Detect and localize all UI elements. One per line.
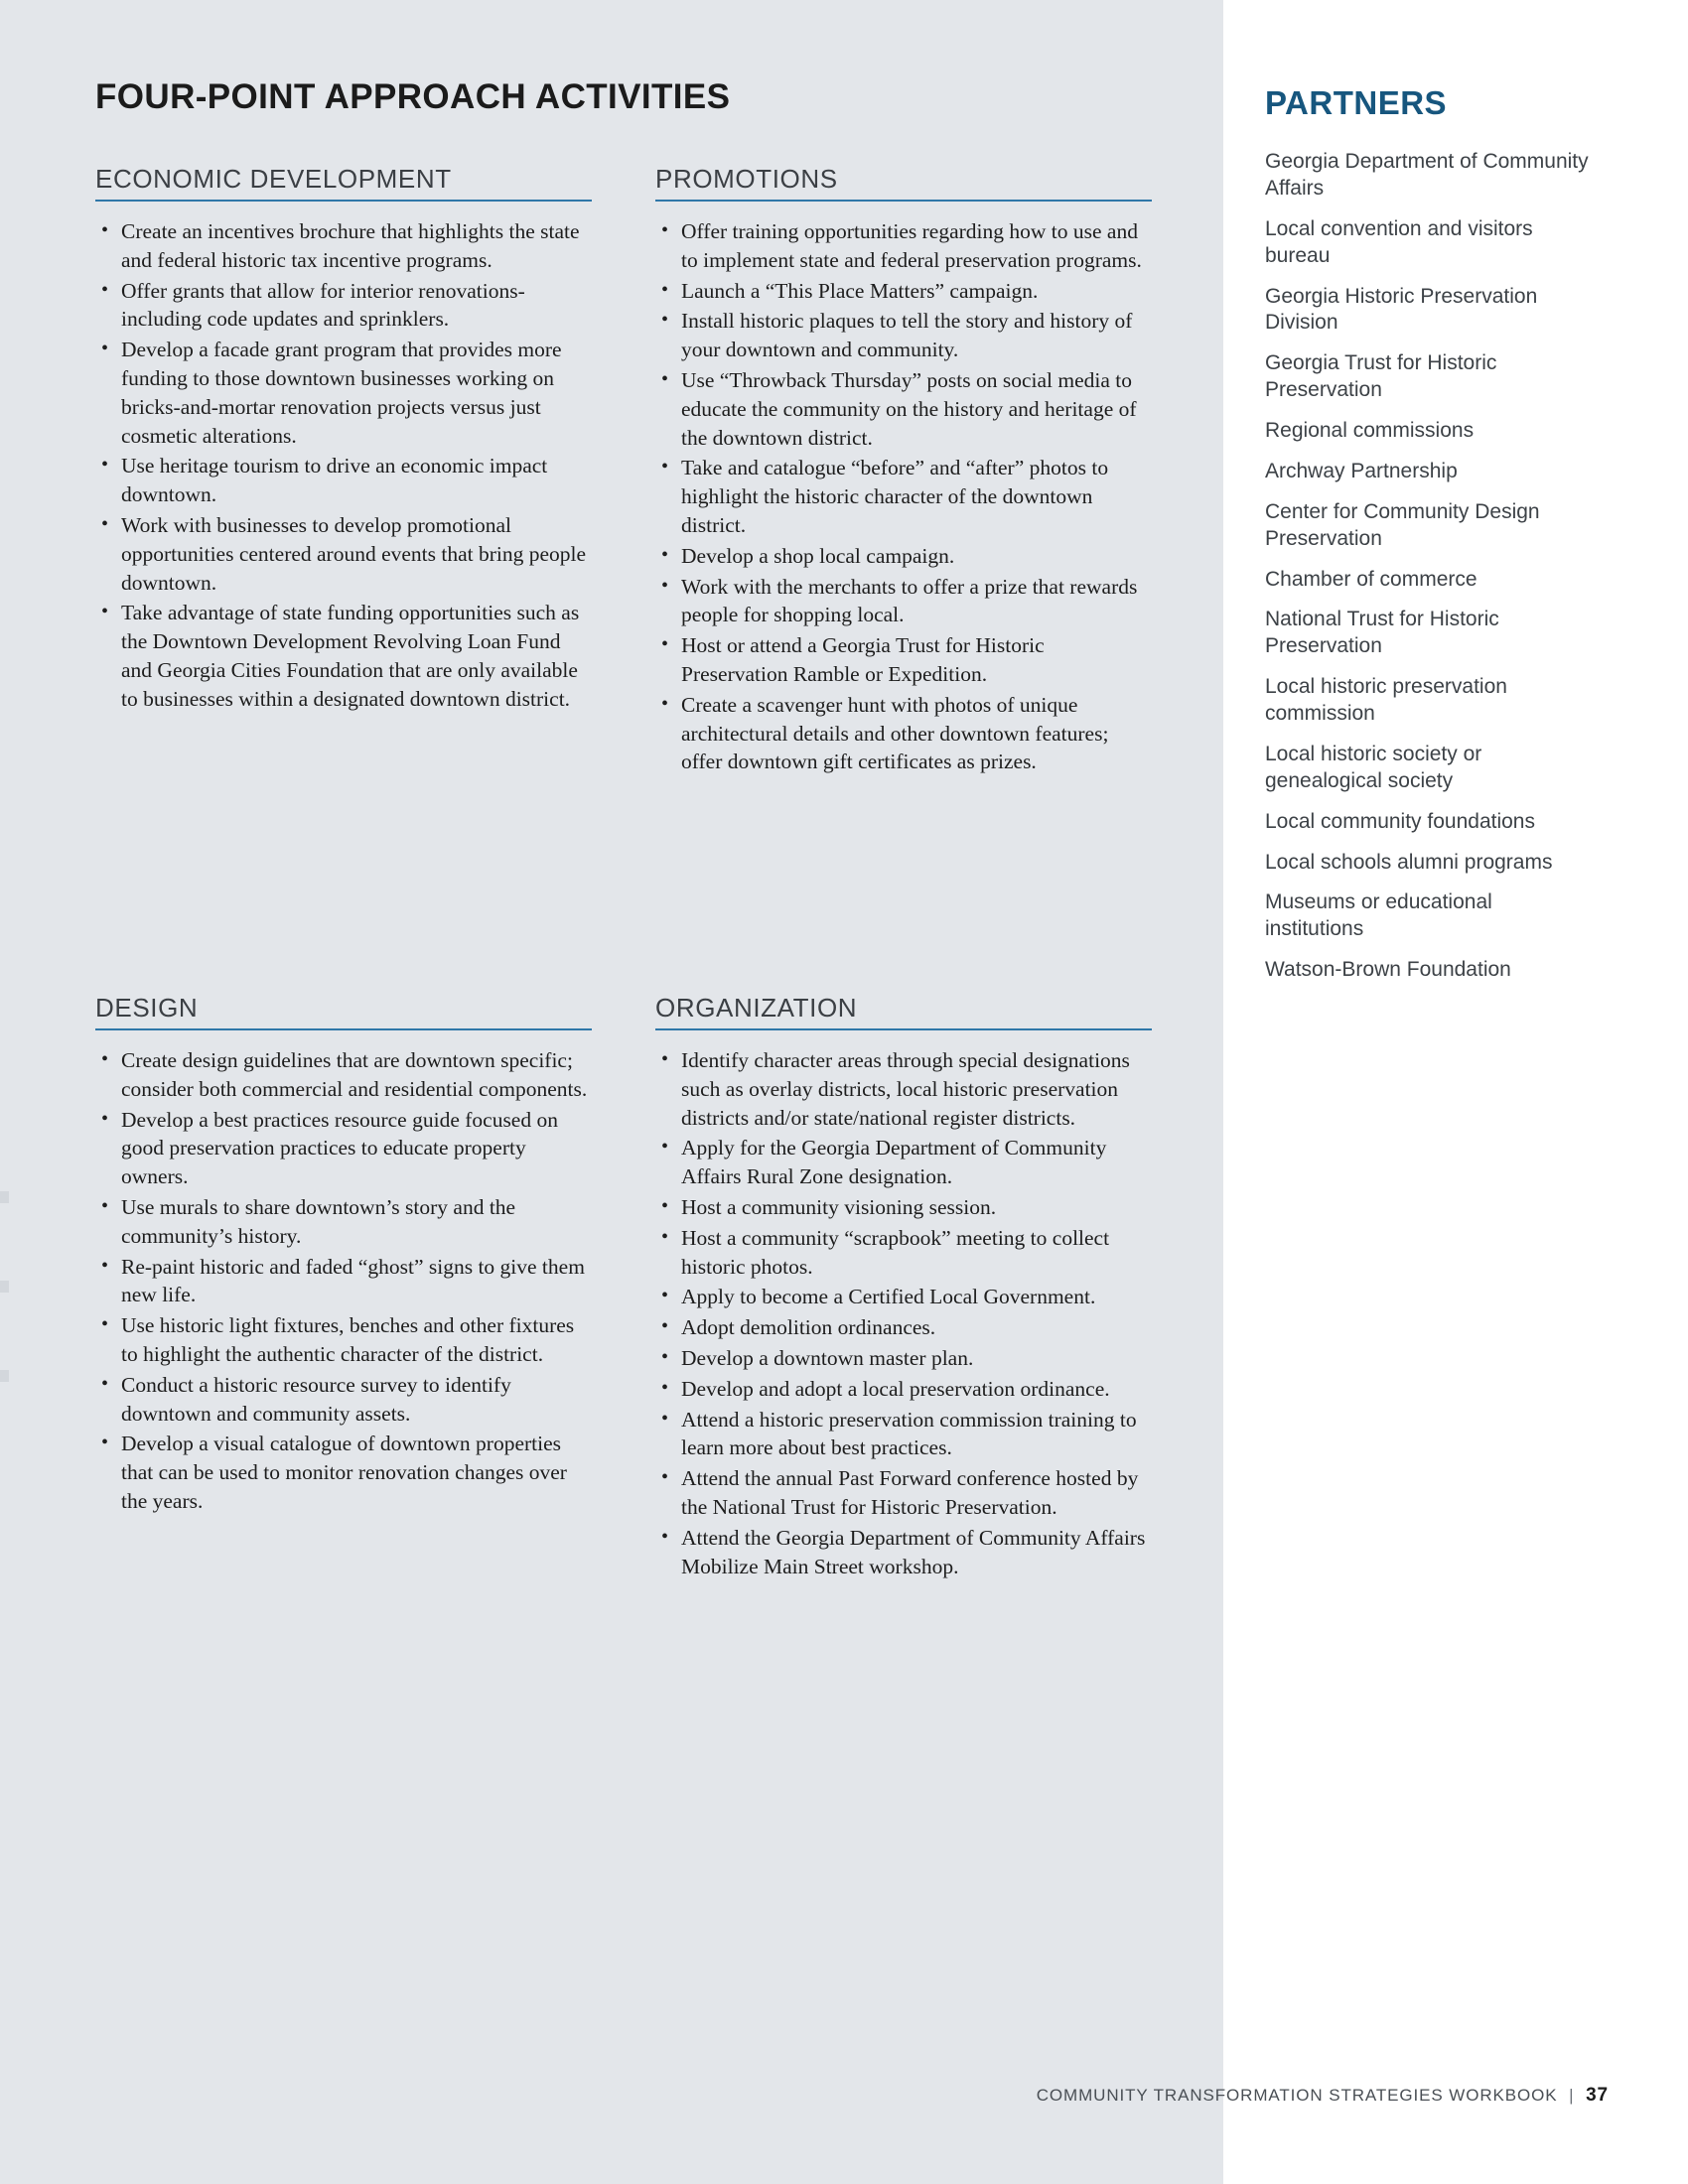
partner-item: Regional commissions (1265, 419, 1475, 442)
list-item: • Use murals to share downtown’s story and the community’s history. (95, 1193, 592, 1251)
partner-item: Local convention and visitors bureau (1265, 216, 1533, 267)
list-item: • Develop a shop local campaign. (655, 542, 1152, 571)
list-item: • Offer grants that allow for interior renovations- including code updates and sprinklers. (95, 277, 592, 335)
list-item: • Attend the Georgia Department of Community Affairs Mobilize Main Street workshop. (655, 1524, 1152, 1581)
footer-separator: | (1569, 2086, 1575, 2105)
list-item: • Develop a downtown master plan. (655, 1344, 1152, 1373)
list-item: • Develop and adopt a local preservation ordinance. (655, 1375, 1152, 1404)
list-item: • Apply to become a Certified Local Government. (655, 1283, 1152, 1311)
list-promotions (655, 217, 1152, 776)
partner-item: Museums or educational institutions (1265, 890, 1492, 941)
page-footer (1037, 2085, 1609, 2107)
partner-item: Local schools alumni programs (1265, 850, 1553, 874)
partner-item: Georgia Historic Preservation Division (1265, 284, 1538, 335)
list-item: • Create design guidelines that are downtown specific; consider both commercial and residential components. (95, 1046, 592, 1104)
section-promotions (655, 164, 1152, 778)
list-item: • Work with the merchants to offer a prize that rewards people for shopping local. (655, 573, 1152, 630)
list-item: • Use “Throwback Thursday” posts on social media to educate the community on the history and heritage of the downtown district. (655, 366, 1152, 452)
footer-text: COMMUNITY TRANSFORMATION STRATEGIES WORKBOOK (1036, 2086, 1558, 2105)
list-item: • Install historic plaques to tell the story and history of your downtown and community. (655, 307, 1152, 364)
list-item: • Create an incentives brochure that highlights the state and federal historic tax incentive programs. (95, 217, 592, 275)
list-item: • Develop a best practices resource guide focused on good preservation practices to educate property owners. (95, 1106, 592, 1191)
list-item: • Take and catalogue “before” and “after” photos to highlight the historic character of the downtown district. (655, 454, 1152, 539)
section-organization (655, 993, 1152, 1582)
partner-item: Archway Partnership (1265, 459, 1458, 482)
section-economic-development (95, 164, 592, 716)
partner-item: Local community foundations (1265, 809, 1535, 833)
partner-item: National Trust for Historic Preservation (1265, 608, 1499, 658)
list-item: • Host or attend a Georgia Trust for Historic Preservation Ramble or Expedition. (655, 631, 1152, 689)
partners-list (1265, 149, 1593, 998)
partner-item: Georgia Department of Community Affairs (1265, 150, 1589, 200)
list-item: • Conduct a historic resource survey to identify downtown and community assets. (95, 1371, 592, 1429)
partner-item: Watson-Brown Foundation (1265, 958, 1511, 982)
partner-item: Local historic preservation commission (1265, 675, 1507, 725)
list-item: • Host a community “scrapbook” meeting to collect historic photos. (655, 1224, 1152, 1282)
list-item: • Re-paint historic and faded “ghost” signs to give them new life. (95, 1253, 592, 1310)
section-design (95, 993, 592, 1518)
footer-page-number: 37 (1586, 2085, 1609, 2106)
list-item: • Launch a “This Place Matters” campaign. (655, 277, 1152, 306)
list-item: • Identify character areas through special designations such as overlay districts, local historic preservation districts and/or state/national register districts. (655, 1046, 1152, 1132)
list-item: • Attend a historic preservation commission training to learn more about best practices. (655, 1406, 1152, 1463)
section-heading-economic-development: ECONOMIC DEVELOPMENT (95, 164, 592, 202)
list-item: • Host a community visioning session. (655, 1193, 1152, 1222)
list-organization (655, 1046, 1152, 1580)
list-item: • Work with businesses to develop promotional opportunities centered around events that bring people downtown. (95, 511, 592, 597)
list-item: • Develop a visual catalogue of downtown properties that can be used to monitor renovation changes over the years. (95, 1430, 592, 1515)
section-heading-design: DESIGN (95, 993, 592, 1030)
partners-title: PARTNERS (1265, 84, 1448, 121)
list-design (95, 1046, 592, 1516)
list-item: • Adopt demolition ordinances. (655, 1313, 1152, 1342)
list-item: • Take advantage of state funding opportunities such as the Downtown Development Revolving Loan Fund and Georgia Cities Foundation that are only available to businesses within a designated downtown district. (95, 599, 592, 713)
partner-item: Local historic society or genealogical society (1265, 742, 1482, 792)
section-heading-organization: ORGANIZATION (655, 993, 1152, 1030)
list-item: • Develop a facade grant program that provides more funding to those downtown businesses working on bricks-and-mortar renovation projects versus just cosmetic alterations. (95, 336, 592, 450)
partner-item: Georgia Trust for Historic Preservation (1265, 351, 1497, 402)
list-item: • Create a scavenger hunt with photos of unique architectural details and other downtown features; offer downtown gift certificates as prizes. (655, 691, 1152, 776)
partner-item: Chamber of commerce (1265, 567, 1477, 591)
list-item: • Apply for the Georgia Department of Community Affairs Rural Zone designation. (655, 1134, 1152, 1191)
list-item: • Offer training opportunities regarding how to use and to implement state and federal preservation programs. (655, 217, 1152, 275)
page-title: FOUR-POINT APPROACH ACTIVITIES (95, 77, 731, 116)
list-item: • Use heritage tourism to drive an economic impact downtown. (95, 452, 592, 509)
partner-item: Center for Community Design Preservation (1265, 499, 1540, 550)
list-item: • Use historic light fixtures, benches and other fixtures to highlight the authentic character of the district. (95, 1311, 592, 1369)
list-item: • Attend the annual Past Forward conference hosted by the National Trust for Historic Preservation. (655, 1464, 1152, 1522)
section-heading-promotions: PROMOTIONS (655, 164, 1152, 202)
list-economic-development (95, 217, 592, 714)
